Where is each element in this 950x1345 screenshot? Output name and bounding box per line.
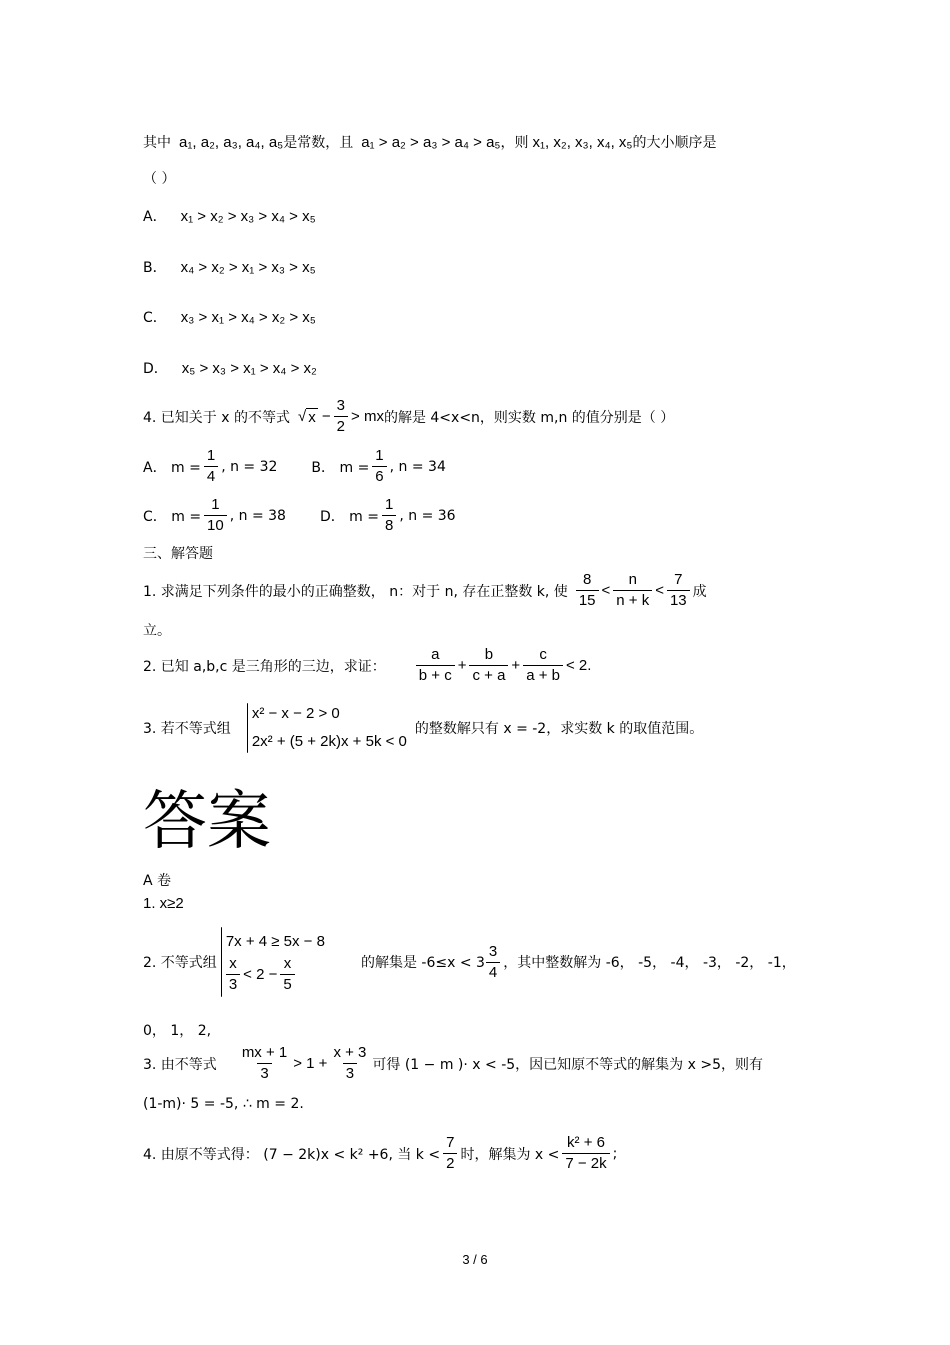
q4-option-d-label: D． m = <box>319 508 380 525</box>
q3-x-list: x₁, x₂, x₃, x₄, x₅ <box>532 133 633 151</box>
a4-frac-2 <box>562 1133 609 1174</box>
frac-den: a + b <box>523 665 563 686</box>
page-number: 3 / 6 <box>462 1252 488 1267</box>
frac-num: 7 <box>446 1134 455 1151</box>
q4-option-b-rest: , n = 34 <box>389 458 446 475</box>
p3-system <box>247 700 407 756</box>
option-label: B． <box>143 260 167 276</box>
frac-den: 7 − 2k <box>562 1153 609 1174</box>
a3-prefix: 3. 由不等式 <box>143 1056 217 1073</box>
p2-frac-1 <box>416 645 455 686</box>
frac-num: n <box>628 571 637 588</box>
frac-den: 3 <box>343 1063 357 1084</box>
answer-3 <box>143 1043 763 1084</box>
p2-suffix: < 2. <box>565 657 592 674</box>
frac-num: mx + 1 <box>241 1044 288 1061</box>
p1-suffix: 成 <box>692 583 707 600</box>
q3-answer-paren <box>143 168 175 188</box>
q4-option-a-label: A． m = <box>143 459 201 476</box>
frac-den: 4 <box>486 962 500 983</box>
a2-system <box>221 927 325 997</box>
q3-option-d <box>143 358 317 378</box>
answer-3-cont <box>143 1096 304 1112</box>
q4-option-d-frac <box>382 495 396 536</box>
frac-den: 3 <box>226 974 240 995</box>
option-label: A． <box>143 209 167 225</box>
q4-frac-den: 2 <box>334 416 348 437</box>
frac-den: 10 <box>204 515 227 536</box>
lt-sign: < <box>655 582 664 599</box>
p3-prefix: 3. 若不等式组 <box>143 721 231 737</box>
a2-row2-mid: < 2 − <box>243 965 278 983</box>
p3-suffix: 的整数解只有 x = -2，求实数 k 的取值范围。 <box>414 721 704 737</box>
problem-1 <box>143 570 707 611</box>
frac-den: 6 <box>372 466 386 487</box>
frac-num: 1 <box>375 447 384 464</box>
q4-suffix: 的解是 4<x<n，则实数 m,n 的值分别是（ ） <box>383 409 675 426</box>
q4-options-ab <box>143 446 446 487</box>
a2-row2-frac-2 <box>280 954 294 995</box>
q3-mid: 是常数，且 <box>283 135 354 151</box>
frac-den: n + k <box>613 590 652 611</box>
p1-frac-2 <box>613 570 652 611</box>
answer-1 <box>143 895 184 912</box>
a4-frac-1 <box>443 1133 457 1174</box>
q4-prefix: 4. 已知关于 x 的不等式 <box>143 409 290 426</box>
a3-mid: > 1 + <box>293 1055 328 1072</box>
frac-num: 1 <box>211 496 220 513</box>
a2-prefix: 2. 不等式组 <box>143 955 217 971</box>
frac-num: 1 <box>385 496 394 513</box>
p2-frac-2 <box>469 645 508 686</box>
q4-option-b-label: B． m = <box>311 459 370 476</box>
option-expr: x₅ > x₃ > x₁ > x₄ > x₂ <box>181 359 317 377</box>
lt-sign: < <box>601 582 611 599</box>
section-title <box>143 543 213 563</box>
a2-row2-frac-1 <box>226 954 240 995</box>
a2-mixed-frac <box>486 942 500 983</box>
a3-frac-2 <box>330 1043 369 1084</box>
frac-num: x + 3 <box>333 1044 367 1061</box>
q4-option-c-rest: , n = 38 <box>229 507 286 524</box>
p2-prefix: 2. 已知 a,b,c 是三角形的三边，求证： <box>143 658 386 675</box>
a2-cont: 0， 1， 2, <box>143 1023 212 1039</box>
frac-num: 1 <box>206 447 216 464</box>
q4-option-b-frac <box>372 446 386 487</box>
frac-den: 8 <box>382 515 396 536</box>
frac-den: 13 <box>667 590 690 611</box>
a4-mid: 时，解集为 x < <box>460 1146 560 1163</box>
q4-option-d-rest: , n = 36 <box>399 507 456 524</box>
frac-num: 8 <box>582 571 592 588</box>
frac-den: 15 <box>576 590 599 611</box>
frac-num: k² + 6 <box>567 1134 605 1151</box>
answer-4 <box>143 1133 617 1174</box>
q4-option-a-rest: , n = 32 <box>221 458 278 475</box>
q4-frac-num: 3 <box>336 397 346 414</box>
frac-num: x <box>229 954 237 972</box>
q3-mid2: ，则 <box>500 135 529 151</box>
p1-cont: 立。 <box>143 623 171 639</box>
volume-text: A 卷 <box>143 873 172 889</box>
frac-den: 2 <box>443 1153 457 1174</box>
q3-intro-line <box>143 132 716 152</box>
frac-den: 3 <box>257 1063 271 1084</box>
brace <box>247 703 248 753</box>
answer-2-cont <box>143 1020 211 1040</box>
q3-paren: （ ） <box>143 171 176 187</box>
p3-row-1: x² − x − 2 > 0 <box>251 705 340 722</box>
frac-den: b + c <box>416 665 455 686</box>
a4-suffix: ; <box>612 1145 618 1162</box>
option-expr: x₁ > x₂ > x₃ > x₄ > x₅ <box>180 207 316 225</box>
p1-frac-3 <box>667 570 690 611</box>
answer-2 <box>143 927 796 997</box>
frac-num: x <box>283 954 292 972</box>
p1-frac-1 <box>576 570 599 611</box>
answer-1-text: 1. x≥2 <box>143 895 184 912</box>
p3-row-2: 2x² + (5 + 2k)x + 5k < 0 <box>251 733 407 750</box>
plus-sign: + <box>511 657 521 674</box>
frac-num: a <box>431 646 440 663</box>
a2-row-1: 7x + 4 ≥ 5x − 8 <box>225 932 325 950</box>
p1-prefix: 1. 求满足下列条件的最小的正确整数， n：对于 n, 存在正整数 k, 使 <box>143 583 568 600</box>
q4-option-c-label: C． m = <box>143 508 202 525</box>
q3-option-c <box>143 307 316 327</box>
q4-line <box>143 396 674 437</box>
frac-num: c <box>539 646 547 663</box>
a2-mid: 的解集是 -6≤x < 3 <box>360 955 485 971</box>
sqrt-x: √ x <box>298 408 316 426</box>
frac-den: 5 <box>280 974 294 995</box>
q3-prefix: 其中 <box>143 135 171 151</box>
problem-3 <box>143 700 703 756</box>
q3-a-list: a₁, a₂, a₃, a₄, a₅ <box>179 133 284 151</box>
p2-frac-3 <box>523 645 563 686</box>
frac-num: 7 <box>674 571 683 588</box>
problem-2 <box>143 645 591 686</box>
frac-num: 3 <box>488 942 498 960</box>
a4-prefix: 4. 由原不等式得： (7 − 2k)x < k² +6, 当 k < <box>143 1146 441 1163</box>
brace <box>221 927 222 997</box>
a2-suffix: ，其中整数解为 -6， -5， -4， -3， -2， -1， <box>503 955 796 971</box>
a3-cont: (1-m)· 5 = -5, ∴ m = 2. <box>143 1096 304 1112</box>
q4-option-a-frac <box>204 446 218 487</box>
q4-minus: − <box>317 408 331 425</box>
q3-option-b <box>143 257 316 277</box>
option-expr: x₄ > x₂ > x₁ > x₃ > x₅ <box>180 258 316 276</box>
option-label: C． <box>143 310 167 326</box>
a3-frac-1 <box>239 1043 290 1084</box>
a3-suffix: 可得 (1 − m )· x < -5，因已知原不等式的解集为 x >5，则有 <box>372 1056 763 1073</box>
q3-suffix: 的大小顺序是 <box>632 135 717 151</box>
q4-option-c-frac <box>204 495 227 536</box>
volume-label <box>143 870 171 890</box>
q4-options-cd <box>143 495 456 536</box>
q4-rhs: > mx <box>351 408 384 425</box>
problem-1-cont <box>143 620 171 640</box>
frac-den: 4 <box>204 466 218 487</box>
q4-fraction <box>334 396 348 437</box>
frac-den: c + a <box>469 665 508 686</box>
answers-heading: 答案 <box>143 785 271 859</box>
plus-sign: + <box>457 657 467 674</box>
q3-a-chain: a₁ > a₂ > a₃ > a₄ > a₅ <box>361 133 501 151</box>
frac-num: b <box>484 646 494 663</box>
option-label: D． <box>143 361 168 377</box>
q3-option-a <box>143 206 316 226</box>
option-expr: x₃ > x₁ > x₄ > x₂ > x₅ <box>180 308 316 326</box>
section-title-text: 三、解答题 <box>143 546 213 562</box>
